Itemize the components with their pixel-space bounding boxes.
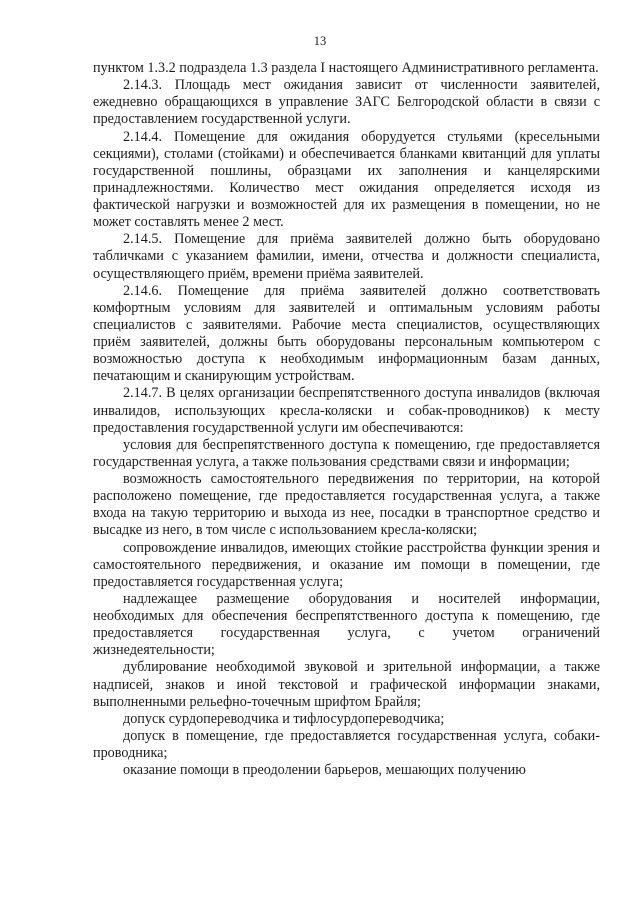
- page-number: 13: [313, 34, 327, 48]
- paragraph-continuation: пунктом 1.3.2 подраздела 1.3 раздела I настоящего Административного регламента.: [93, 60, 599, 76]
- document-body: [93, 60, 600, 779]
- list-item-access-conditions: условия для беспрепятственного доступа к помещению, где предоставляется государственная услуга, а также пользования средствами связи и информации;: [93, 436, 600, 470]
- list-item-escort: сопровождение инвалидов, имеющих стойкие расстройства функции зрения и самостоятельного передвижения, и оказание им помощи в помещении, где предоставляется государственная услуга;: [93, 539, 600, 590]
- list-item-independent-movement: возможность самостоятельного передвижения по территории, на которой расположено помещение, где предоставляется государственная услуга, а также входа на такую территорию и выхода из нее, посадки в транспортное средство и высадке из него, в том числе с использованием кресла-коляски;: [93, 471, 600, 539]
- list-item-sign-interpreter: допуск сурдопереводчика и тифлосурдопереводчика;: [123, 710, 445, 727]
- paragraph-2-14-3: 2.14.3. Площадь мест ожидания зависит от численности заявителей, ежедневно обращающихся в управление ЗАГС Белгородской области в связи с предоставлением государственной услуги.: [93, 77, 600, 128]
- paragraph-2-14-4: 2.14.4. Помещение для ожидания оборудуется стульями (кресельными секциями), столами (стойками) и обеспечивается бланками квитанций для уплаты государственной пошлины, образцами их заполнения и канцелярскими принадлежностями. Количество мест ожидания определяется исходя из фактической нагрузки и возможностей для их размещения в помещении, но не может составлять менее 2 мест.: [93, 128, 600, 231]
- paragraph-2-14-7: 2.14.7. В целях организации беспрепятственного доступа инвалидов (включая инвалидов, использующих кресла-коляски и собак-проводников) к месту предоставления государственной услуги им обеспечиваются:: [93, 385, 600, 436]
- list-item-information-duplication: дублирование необходимой звуковой и зрительной информации, а также надписей, знаков и иной текстовой и графической информации знаками, выполненными рельефно-точечным шрифтом Брайля;: [93, 659, 600, 710]
- paragraph-2-14-6: 2.14.6. Помещение для приёма заявителей должно соответствовать комфортным условиям для заявителей и оптимальным условиям работы специалистов с заявителями. Рабочие места специалистов, осуществляющих приём заявителей, должны быть оборудованы персональным компьютером с возможностью доступа к необходимым информационным базам данных, печатающим и сканирующим устройствам.: [93, 282, 600, 385]
- list-item-equipment-placement: надлежащее размещение оборудования и носителей информации, необходимых для обеспечения беспрепятственного доступа к помещению, где предоставляется государственная услуга, с учетом ограничений жизнедеятельности;: [93, 590, 600, 659]
- list-item-barrier-assistance: оказание помощи в преодолении барьеров, мешающих получению: [123, 762, 526, 779]
- list-item-guide-dog: допуск в помещение, где предоставляется государственная услуга, собаки-проводника;: [93, 727, 600, 761]
- paragraph-2-14-5: 2.14.5. Помещение для приёма заявителей должно быть оборудовано табличками с указанием фамилии, имени, отчества и должности специалиста, осуществляющего приём, времени приёма заявителей.: [93, 231, 600, 282]
